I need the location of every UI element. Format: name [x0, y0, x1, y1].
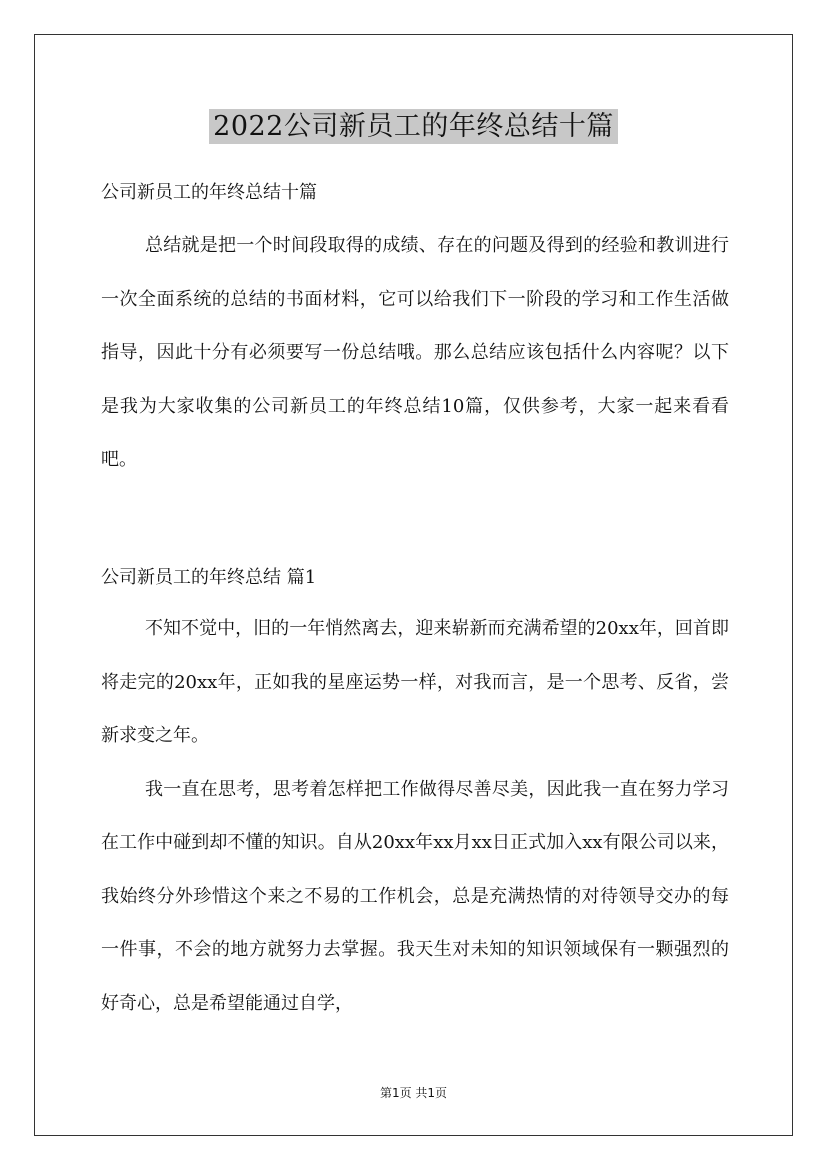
document-title-wrap	[0, 104, 827, 143]
document-title: 2022公司新员工的年终总结十篇	[209, 109, 618, 144]
document-subtitle: 公司新员工的年终总结十篇	[101, 182, 317, 203]
page-footer: 第1页 共1页	[379, 1086, 448, 1100]
intro-paragraph: 总结就是把一个时间段取得的成绩、存在的问题及得到的经验和教训进行一次全面系统的总结的书面材料，它可以给我们下一阶段的学习和工作生活做指导，因此十分有必须要写一份总结哦。那么总结应该包括什么内容呢？以下是我为大家收集的公司新员工的年终总结10篇，仅供参考，大家一起来看看吧。	[101, 235, 729, 470]
section-heading: 公司新员工的年终总结 篇1	[101, 567, 317, 588]
section1-block	[101, 602, 729, 1030]
intro-block	[101, 219, 729, 487]
section1-paragraph-1: 不知不觉中，旧的一年悄然离去，迎来崭新而充满希望的20xx年，回首即将走完的20xx年，正如我的星座运势一样，对我而言，是一个思考、反省，尝新求变之年。	[101, 618, 729, 746]
section1-paragraph-2: 我一直在思考，思考着怎样把工作做得尽善尽美，因此我一直在努力学习在工作中碰到却不懂的知识。自从20xx年xx月xx日正式加入xx有限公司以来，我始终分外珍惜这个来之不易的工作机会，总是充满热情的对待领导交办的每一件事，不会的地方就努力去掌握。我天生对未知的知识领域保有一颗强烈的好奇心，总是希望能通过自学，	[101, 778, 729, 1014]
